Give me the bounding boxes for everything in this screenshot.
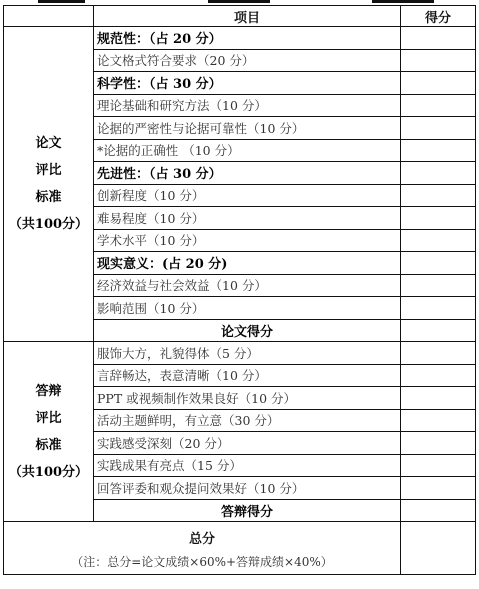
thesis-criterion: 现实意义：(占 20 分) [94,252,401,275]
score-cell[interactable] [401,297,476,320]
header-category-cell [4,6,94,27]
thesis-category-line: 论文 [35,136,62,151]
thesis-category-line: 评比 [35,163,62,178]
thesis-criterion: 学术水平（10 分） [94,229,401,252]
score-cell[interactable] [401,387,476,410]
defense-category-line: 评比 [35,410,62,426]
score-cell[interactable] [401,49,476,72]
score-cell[interactable] [401,477,476,500]
thesis-category [4,27,94,342]
defense-criterion: PPT 或视频制作效果良好（10 分） [94,387,401,410]
thesis-criterion: 理论基础和研究方法（10 分） [94,94,401,117]
defense-category [4,342,94,522]
score-cell[interactable] [401,274,476,297]
defense-criterion: 服饰大方，礼貌得体（5 分） [94,342,401,365]
score-cell[interactable] [401,319,476,342]
total-title: 总分 [188,532,215,547]
score-cell[interactable] [401,454,476,477]
score-cell[interactable] [401,27,476,50]
thesis-criterion: 科学性：（占 30 分） [94,72,401,95]
defense-criterion: 言辞畅达，表意清晰（10 分） [94,364,401,387]
header-row [4,6,476,27]
defense-subtotal-label: 答辩得分 [94,499,401,522]
defense-criterion: 实践成果有亮点（15 分） [94,454,401,477]
score-cell[interactable] [401,229,476,252]
score-cell[interactable] [401,207,476,230]
thesis-category-line: 标准 [35,190,62,205]
thesis-criterion: *论据的正确性 （10 分） [94,139,401,162]
thesis-criterion: 创新程度（10 分） [94,184,401,207]
total-label-cell [4,522,401,575]
score-cell[interactable] [401,184,476,207]
score-cell[interactable] [401,364,476,387]
thesis-criterion: 难易程度（10 分） [94,207,401,230]
defense-criterion: 回答评委和观众提问效果好（10 分） [94,477,401,500]
thesis-criterion: 论文格式符合要求（20 分） [94,49,401,72]
evaluation-table [3,5,476,575]
defense-category-line: （共100分） [8,464,89,480]
defense-category-line: 答辩 [35,383,62,399]
score-cell[interactable] [401,409,476,432]
score-cell[interactable] [401,499,476,522]
header-score: 得分 [401,6,476,27]
thesis-criterion: 论据的严密性与论据可靠性（10 分） [94,117,401,140]
thesis-criterion: 先进性：（占 30 分） [94,162,401,185]
score-cell[interactable] [401,252,476,275]
thesis-criterion: 规范性：（占 20 分） [94,27,401,50]
defense-criterion: 活动主题鲜明，有立意（30 分） [94,409,401,432]
thesis-row [4,27,476,50]
defense-row [4,342,476,365]
score-cell[interactable] [401,342,476,365]
thesis-criterion: 影响范围（10 分） [94,297,401,320]
score-cell[interactable] [401,139,476,162]
thesis-criterion: 经济效益与社会效益（10 分） [94,274,401,297]
score-cell[interactable] [401,94,476,117]
score-cell[interactable] [401,72,476,95]
total-formula-note: （注：总分=论文成绩×60%+答辩成绩×40%） [71,555,333,569]
thesis-category-line: （共100分） [8,217,89,232]
header-item: 项目 [94,6,401,27]
score-cell[interactable] [401,162,476,185]
score-cell[interactable] [401,432,476,455]
total-score-cell[interactable] [401,522,476,575]
score-cell[interactable] [401,117,476,140]
total-row [4,522,476,575]
defense-criterion: 实践感受深刻（20 分） [94,432,401,455]
defense-category-line: 标准 [35,437,62,453]
thesis-subtotal-label: 论文得分 [94,319,401,342]
